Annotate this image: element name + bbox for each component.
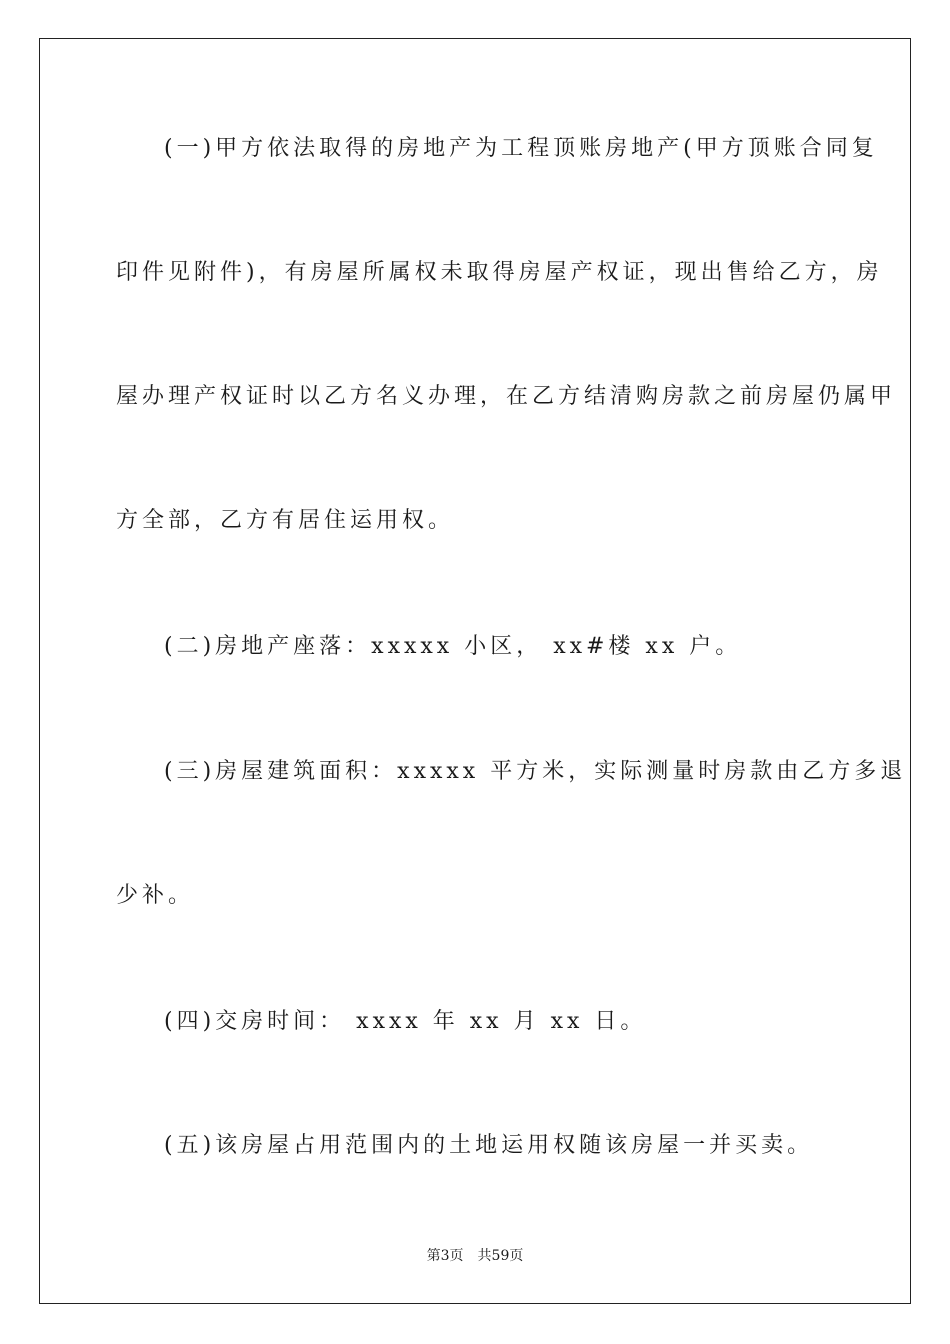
paragraph-1-line-2: 印件见附件)，有房屋所属权未取得房屋产权证，现出售给乙方，房 [116,260,883,285]
paragraph-3-line-2: 少补。 [116,883,195,908]
page-number: 第3页 [426,1248,464,1264]
paragraph-3-line-1: (三)房屋建筑面积：xxxxx 平方米，实际测量时房款由乙方多退 [164,759,907,784]
paragraph-1-line-4: 方全部，乙方有居住运用权。 [116,508,455,533]
page-border [39,38,911,1304]
page-total: 共59页 [477,1248,524,1264]
paragraph-1-line-1: (一)甲方依法取得的房地产为工程顶账房地产(甲方顶账合同复 [164,136,878,161]
page-footer [0,1246,950,1266]
paragraph-4-handover-time: (四)交房时间： xxxx 年 xx 月 xx 日。 [164,1009,647,1034]
paragraph-5-land-use: (五)该房屋占用范围内的土地运用权随该房屋一并买卖。 [164,1133,814,1158]
paragraph-2-location: (二)房地产座落：xxxxx 小区， xx#楼 xx 户。 [164,634,742,659]
paragraph-1-line-3: 屋办理产权证时以乙方名义办理，在乙方结清购房款之前房屋仍属甲 [116,384,897,409]
